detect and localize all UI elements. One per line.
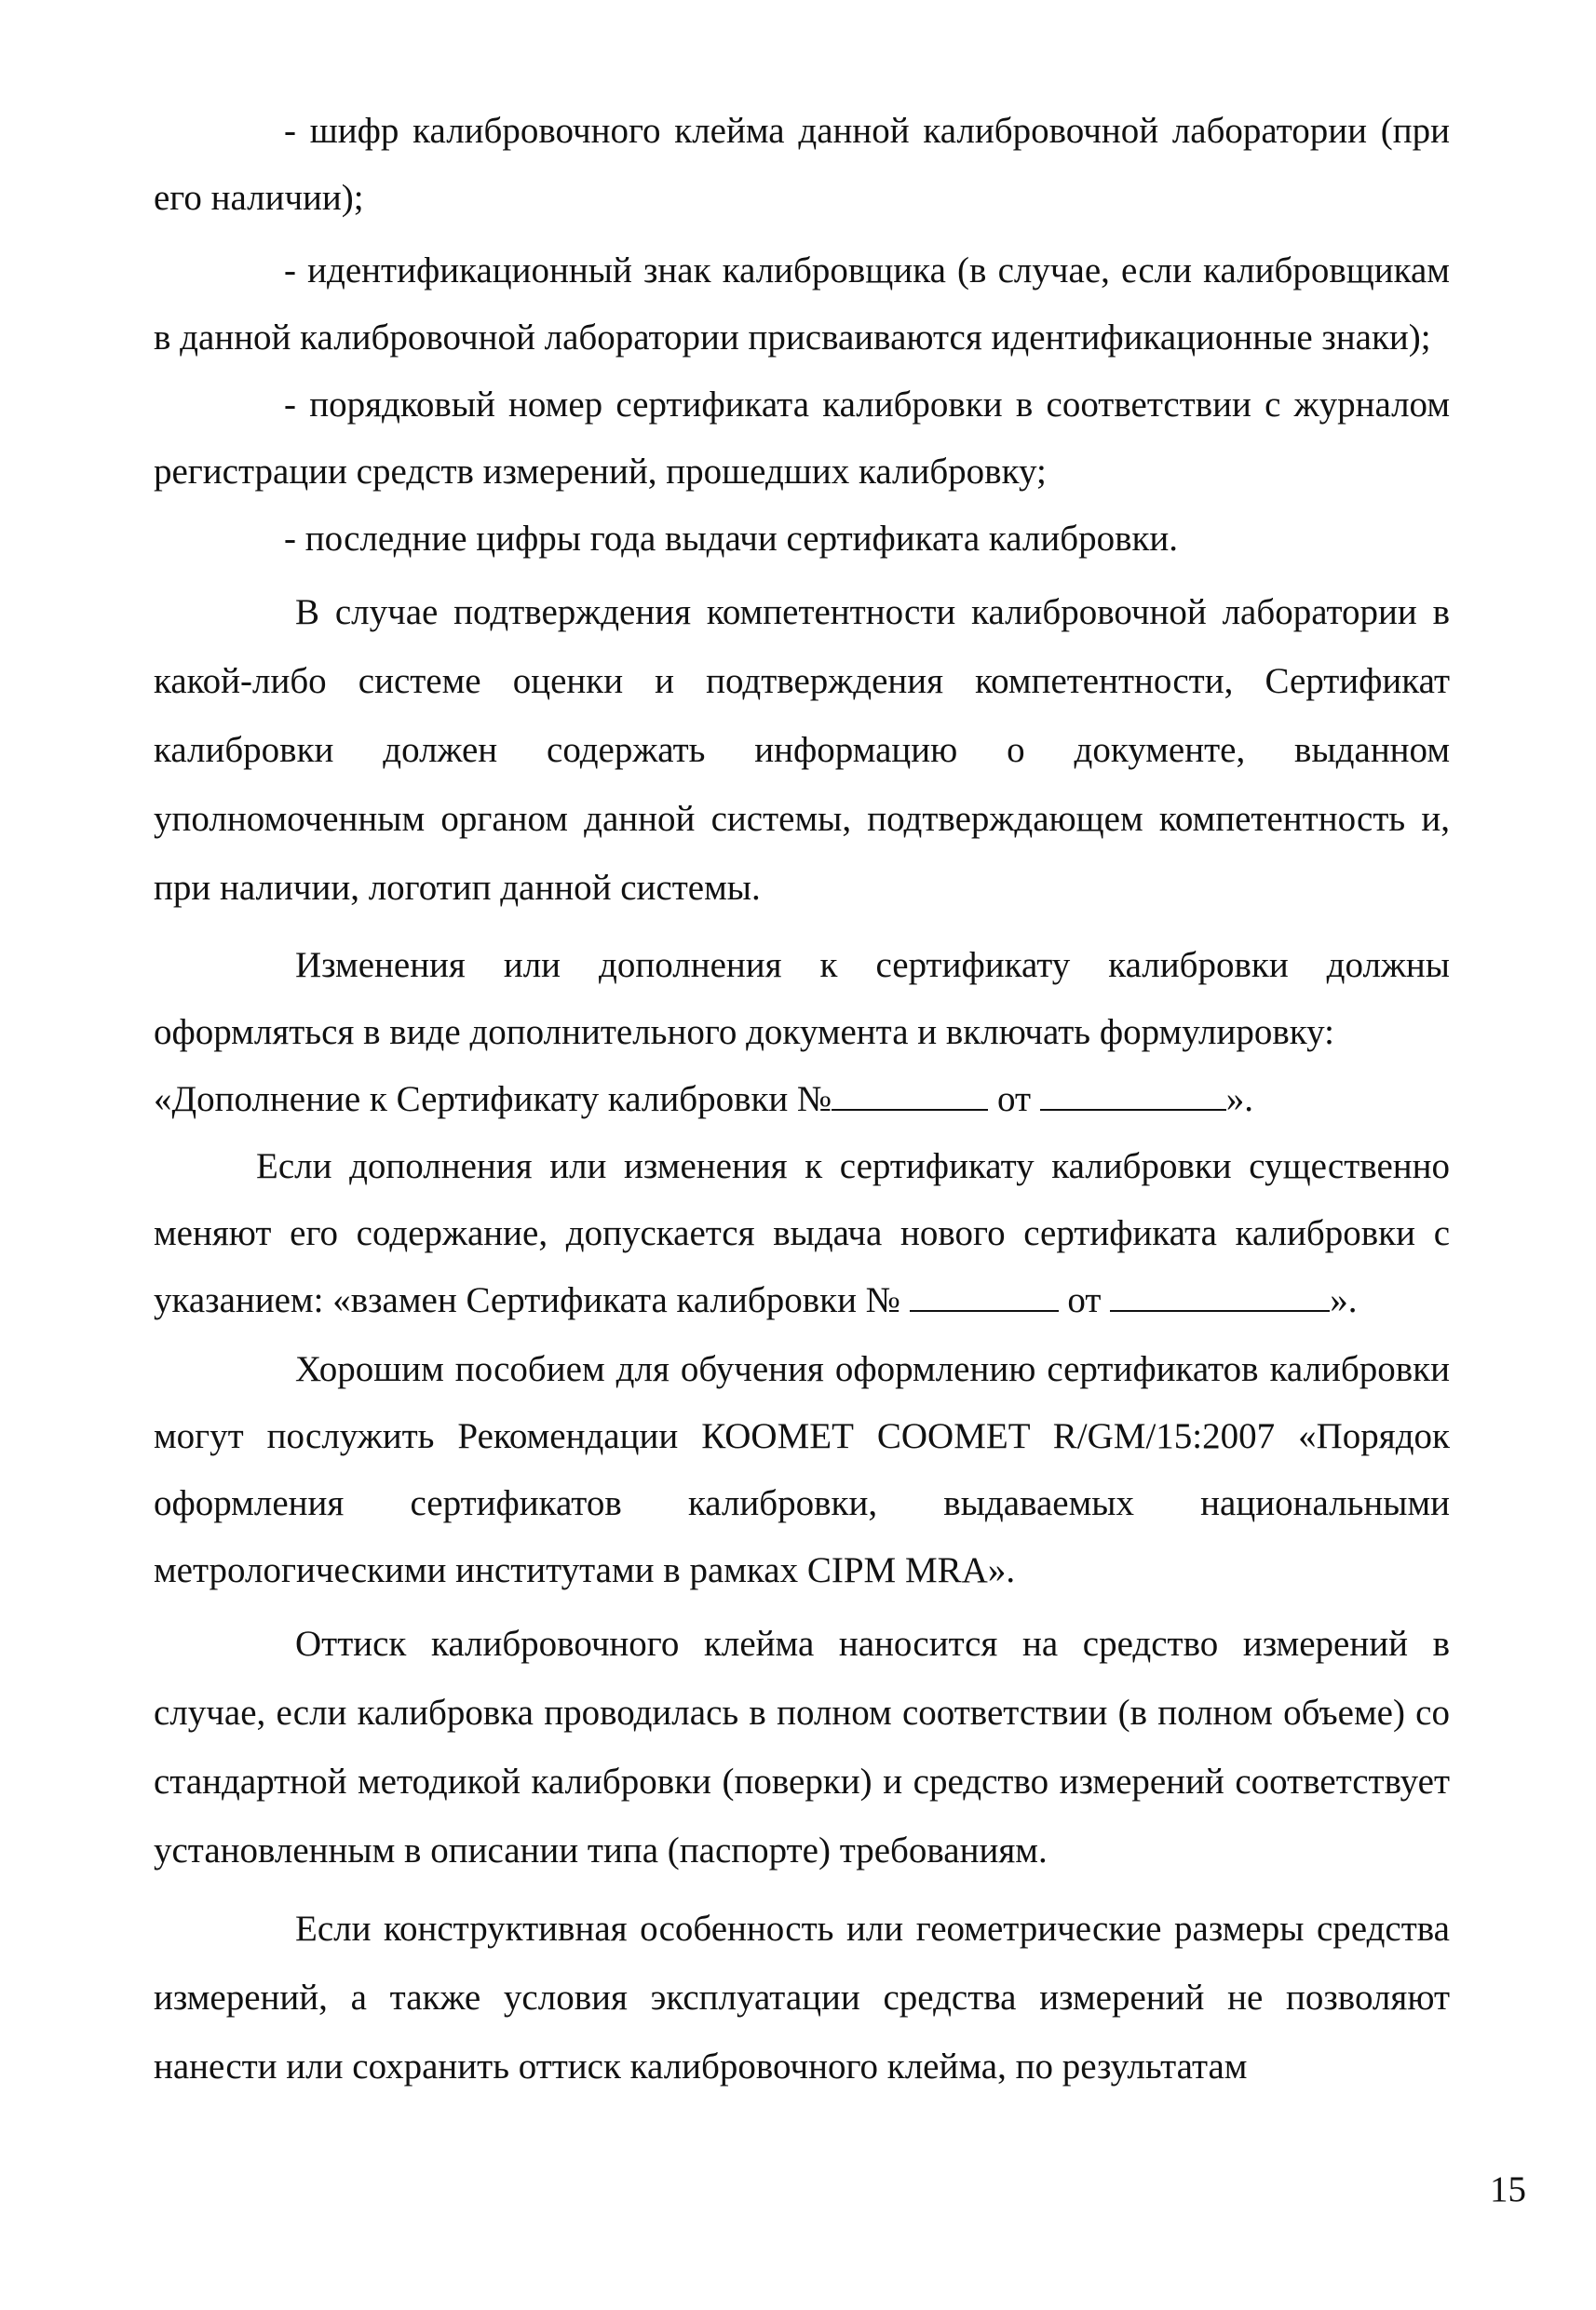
paragraph-year-digits: - последние цифры года выдачи сертификата калибровки. bbox=[284, 519, 1179, 559]
paragraph-competence: В случае подтверждения компетентности калибровочной лаборатории в какой-либо системе оценки и подтверждения компетентности, Сертификат калибровки должен содержать информацию о документе, выданном уполномоченным органом данной системы, подтверждающем компетентность и, при наличии, логотип данной системы. bbox=[154, 592, 1450, 908]
replacement-text: Если дополнения или изменения к сертификату калибровки существенно меняют его содержание, допускается выдача нового сертификата калибровки с указанием: «взамен Сертификата калибровки № bbox=[154, 1146, 1450, 1320]
replacement-suffix: ». bbox=[1330, 1280, 1358, 1320]
replacement-middle: от bbox=[1067, 1280, 1102, 1320]
paragraph-design-constraints: Если конструктивная особенность или геометрические размеры средства измерений, а также условия эксплуатации средства измерений не позволяют нанести или сохранить оттиск калибровочного клейма, по результатам bbox=[154, 1909, 1450, 2087]
paragraph-stamp-impression: Оттиск калибровочного клейма наносится на средство измерений в случае, если калибровка проводилась в полном соответствии (в полном объеме) со стандартной методикой калибровки (поверки) и средство измерений соответствует установленным в описании типа (паспорте) требованиям. bbox=[154, 1624, 1450, 1871]
addendum-formula-suffix: ». bbox=[1225, 1079, 1254, 1119]
paragraph-replacement bbox=[154, 1133, 1450, 1334]
addendum-formula-prefix: «Дополнение к Сертификату калибровки № bbox=[154, 1079, 832, 1119]
paragraph-amendments: Изменения или дополнения к сертификату калибровки должны оформляться в виде дополнительного документа и включать формулировку: bbox=[154, 945, 1450, 1052]
paragraph-certificate-number: - порядковый номер сертификата калибровки в соответствии с журналом регистрации средств измерений, прошедших калибровку; bbox=[154, 385, 1450, 492]
paragraph-stamp-code: - шифр калибровочного клейма данной калибровочной лаборатории (при его наличии); bbox=[154, 111, 1450, 218]
addendum-formula-middle: от bbox=[997, 1079, 1032, 1119]
document-page bbox=[154, 98, 1450, 2101]
paragraph-calibrator-mark: - идентификационный знак калибровщика (в случае, если калибровщикам в данной калибровочной лаборатории присваиваются идентификационные знаки); bbox=[154, 250, 1450, 358]
replacement-number-blank bbox=[910, 1282, 1059, 1312]
page-number: 15 bbox=[1490, 2169, 1526, 2209]
paragraph-coomet-recommendation: Хорошим пособием для обучения оформлению сертификатов калибровки могут послужить Рекомендации КООМЕТ COOMET R/GM/15:2007 «Порядок оформления сертификатов калибровки, выдаваемых национальными метрологическими институтами в рамках CIPM MRA». bbox=[154, 1349, 1450, 1590]
certificate-date-blank bbox=[1040, 1081, 1226, 1111]
replacement-date-blank bbox=[1110, 1282, 1330, 1312]
addendum-formula bbox=[154, 1066, 1450, 1133]
certificate-number-blank bbox=[832, 1081, 988, 1111]
